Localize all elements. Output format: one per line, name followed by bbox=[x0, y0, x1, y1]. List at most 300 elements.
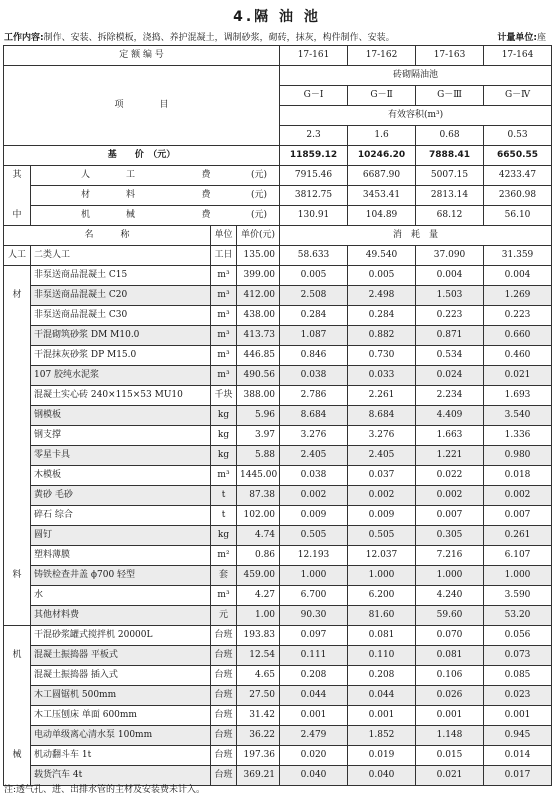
base-price: 6650.55 bbox=[484, 146, 552, 166]
type-label: G－Ⅱ bbox=[348, 86, 416, 106]
breakdown-value: 2813.14 bbox=[416, 186, 484, 206]
section-label: 材 bbox=[4, 286, 31, 306]
resource-consumption: 1.000 bbox=[416, 566, 484, 586]
breakdown-side-label: 其 bbox=[4, 166, 31, 186]
section-label bbox=[4, 406, 31, 426]
resource-consumption: 0.106 bbox=[416, 666, 484, 686]
breakdown-value: 3453.41 bbox=[348, 186, 416, 206]
resource-consumption: 0.001 bbox=[280, 706, 348, 726]
resource-consumption: 49.540 bbox=[348, 246, 416, 266]
resource-unit: 元 bbox=[211, 606, 237, 626]
breakdown-name: 材 料 bbox=[81, 190, 136, 200]
section-label bbox=[4, 386, 31, 406]
resource-consumption: 0.023 bbox=[484, 686, 552, 706]
breakdown-fee: 费 bbox=[201, 170, 211, 180]
base-price-label: 基 价 （元） bbox=[4, 146, 280, 166]
resource-consumption: 0.002 bbox=[348, 486, 416, 506]
resource-consumption: 0.044 bbox=[348, 686, 416, 706]
resource-consumption: 1.148 bbox=[416, 726, 484, 746]
resource-price: 388.00 bbox=[237, 386, 280, 406]
breakdown-value: 104.89 bbox=[348, 206, 416, 226]
resource-consumption: 6.200 bbox=[348, 586, 416, 606]
work-content-text: 制作、安装、拆除模板，浇捣、养护混凝土，调制砂浆，砌砖，抹灰，构件制作、安装。 bbox=[43, 33, 395, 43]
resource-consumption: 2.234 bbox=[416, 386, 484, 406]
resource-consumption: 1.663 bbox=[416, 426, 484, 446]
resource-row bbox=[4, 746, 552, 766]
resource-consumption: 31.359 bbox=[484, 246, 552, 266]
resource-consumption: 0.038 bbox=[280, 466, 348, 486]
section-label bbox=[4, 686, 31, 706]
resource-consumption: 0.015 bbox=[416, 746, 484, 766]
resource-consumption: 58.633 bbox=[280, 246, 348, 266]
quota-code: 17-164 bbox=[484, 46, 552, 66]
section-label bbox=[4, 606, 31, 626]
resource-price: 135.00 bbox=[237, 246, 280, 266]
resource-name: 其他材料费 bbox=[31, 606, 211, 626]
section-label bbox=[4, 306, 31, 326]
resource-consumption: 6.107 bbox=[484, 546, 552, 566]
resource-unit: 台班 bbox=[211, 686, 237, 706]
resource-name: 二类人工 bbox=[31, 246, 211, 266]
resource-name: 水 bbox=[31, 586, 211, 606]
resource-name: 混凝土振捣器 插入式 bbox=[31, 666, 211, 686]
base-price-row bbox=[4, 146, 552, 166]
resource-consumption: 0.040 bbox=[348, 766, 416, 786]
breakdown-value: 5007.15 bbox=[416, 166, 484, 186]
breakdown-unit: (元) bbox=[251, 170, 268, 180]
quota-table bbox=[3, 45, 552, 786]
resource-consumption: 81.60 bbox=[348, 606, 416, 626]
volume-value: 0.53 bbox=[484, 126, 552, 146]
resource-row bbox=[4, 386, 552, 406]
resource-consumption: 0.945 bbox=[484, 726, 552, 746]
resource-name: 混凝土振捣器 平板式 bbox=[31, 646, 211, 666]
item-label bbox=[4, 66, 280, 146]
resource-row bbox=[4, 566, 552, 586]
resource-unit: 千块 bbox=[211, 386, 237, 406]
resource-consumption: 0.022 bbox=[416, 466, 484, 486]
resource-consumption: 0.056 bbox=[484, 626, 552, 646]
resource-consumption: 2.405 bbox=[348, 446, 416, 466]
resource-consumption: 2.479 bbox=[280, 726, 348, 746]
resource-consumption: 0.004 bbox=[484, 266, 552, 286]
resource-unit: kg bbox=[211, 406, 237, 426]
resource-consumption: 1.000 bbox=[348, 566, 416, 586]
resource-unit: m³ bbox=[211, 266, 237, 286]
section-label: 械 bbox=[4, 746, 31, 766]
resource-consumption: 0.019 bbox=[348, 746, 416, 766]
resource-row bbox=[4, 726, 552, 746]
resource-row bbox=[4, 306, 552, 326]
column-header-row bbox=[4, 226, 552, 246]
resource-unit: m³ bbox=[211, 306, 237, 326]
section-label bbox=[4, 486, 31, 506]
breakdown-label bbox=[31, 186, 280, 206]
resource-consumption: 0.002 bbox=[280, 486, 348, 506]
resource-consumption: 0.018 bbox=[484, 466, 552, 486]
quota-code: 17-161 bbox=[280, 46, 348, 66]
breakdown-name: 机 械 bbox=[81, 210, 136, 220]
resource-consumption: 0.009 bbox=[348, 506, 416, 526]
resource-price: 446.85 bbox=[237, 346, 280, 366]
resource-consumption: 8.684 bbox=[348, 406, 416, 426]
col-price-header: 单价(元) bbox=[237, 226, 280, 246]
resource-unit: kg bbox=[211, 426, 237, 446]
section-label bbox=[4, 426, 31, 446]
breakdown-fee: 费 bbox=[201, 190, 211, 200]
resource-consumption: 1.852 bbox=[348, 726, 416, 746]
section-label bbox=[4, 666, 31, 686]
unit-value: 座 bbox=[536, 33, 546, 43]
resource-unit: m³ bbox=[211, 366, 237, 386]
resource-consumption: 0.038 bbox=[280, 366, 348, 386]
section-label bbox=[4, 266, 31, 286]
resource-name: 木工压刨床 单面 600mm bbox=[31, 706, 211, 726]
section-label bbox=[4, 726, 31, 746]
base-price: 10246.20 bbox=[348, 146, 416, 166]
breakdown-value: 3812.75 bbox=[280, 186, 348, 206]
resource-consumption: 0.980 bbox=[484, 446, 552, 466]
resource-row bbox=[4, 466, 552, 486]
quota-code: 17-162 bbox=[348, 46, 416, 66]
resource-consumption: 0.033 bbox=[348, 366, 416, 386]
resource-consumption: 0.001 bbox=[484, 706, 552, 726]
section-label bbox=[4, 346, 31, 366]
resource-row bbox=[4, 526, 552, 546]
resource-price: 399.00 bbox=[237, 266, 280, 286]
cost-breakdown-row bbox=[4, 166, 552, 186]
resource-consumption: 0.040 bbox=[280, 766, 348, 786]
footnote: 注:透气孔、进、出排水管的主材及安装费未计入。 bbox=[4, 785, 206, 795]
resource-consumption: 0.007 bbox=[416, 506, 484, 526]
resource-consumption: 0.505 bbox=[280, 526, 348, 546]
resource-consumption: 8.684 bbox=[280, 406, 348, 426]
resource-consumption: 1.336 bbox=[484, 426, 552, 446]
resource-consumption: 2.786 bbox=[280, 386, 348, 406]
resource-name: 木工圆锯机 500mm bbox=[31, 686, 211, 706]
resource-consumption: 12.037 bbox=[348, 546, 416, 566]
section-label bbox=[4, 466, 31, 486]
resource-unit: 台班 bbox=[211, 626, 237, 646]
resource-unit: 台班 bbox=[211, 706, 237, 726]
resource-unit: 台班 bbox=[211, 746, 237, 766]
resource-name: 非泵送商品混凝土 C15 bbox=[31, 266, 211, 286]
resource-price: 5.96 bbox=[237, 406, 280, 426]
base-price: 7888.41 bbox=[416, 146, 484, 166]
unit-label: 计量单位: bbox=[497, 33, 537, 43]
resource-price: 412.00 bbox=[237, 286, 280, 306]
col-name-header: 名 称 bbox=[4, 226, 211, 246]
resource-consumption: 0.871 bbox=[416, 326, 484, 346]
resource-consumption: 0.009 bbox=[280, 506, 348, 526]
breakdown-fee: 费 bbox=[201, 210, 211, 220]
resource-price: 4.27 bbox=[237, 586, 280, 606]
resource-row bbox=[4, 626, 552, 646]
resource-consumption: 0.730 bbox=[348, 346, 416, 366]
resource-consumption: 6.700 bbox=[280, 586, 348, 606]
resource-name: 混凝土实心砖 240×115×53 MU10 bbox=[31, 386, 211, 406]
resource-consumption: 59.60 bbox=[416, 606, 484, 626]
type-label: G－Ⅰ bbox=[280, 86, 348, 106]
unit-info bbox=[497, 30, 546, 43]
work-content-label: 工作内容: bbox=[4, 33, 44, 43]
resource-row bbox=[4, 266, 552, 286]
resource-consumption: 0.005 bbox=[280, 266, 348, 286]
volume-label: 有效容积(m³) bbox=[280, 106, 552, 126]
resource-price: 0.86 bbox=[237, 546, 280, 566]
resource-price: 5.88 bbox=[237, 446, 280, 466]
resource-consumption: 0.111 bbox=[280, 646, 348, 666]
resource-name: 黄砂 毛砂 bbox=[31, 486, 211, 506]
resource-row bbox=[4, 246, 552, 266]
resource-unit: t bbox=[211, 486, 237, 506]
resource-unit: 台班 bbox=[211, 646, 237, 666]
resource-consumption: 0.004 bbox=[416, 266, 484, 286]
section-label bbox=[4, 586, 31, 606]
resource-consumption: 0.021 bbox=[416, 766, 484, 786]
resource-consumption: 1.221 bbox=[416, 446, 484, 466]
section-label: 料 bbox=[4, 566, 31, 586]
resource-name: 木模板 bbox=[31, 466, 211, 486]
type-label: G－Ⅳ bbox=[484, 86, 552, 106]
breakdown-value: 7915.46 bbox=[280, 166, 348, 186]
section-label bbox=[4, 366, 31, 386]
work-content-line bbox=[4, 30, 550, 44]
resource-row bbox=[4, 366, 552, 386]
resource-consumption: 3.590 bbox=[484, 586, 552, 606]
resource-price: 3.97 bbox=[237, 426, 280, 446]
type-label: G－Ⅲ bbox=[416, 86, 484, 106]
resource-consumption: 12.193 bbox=[280, 546, 348, 566]
resource-consumption: 37.090 bbox=[416, 246, 484, 266]
resource-consumption: 0.505 bbox=[348, 526, 416, 546]
resource-consumption: 0.002 bbox=[416, 486, 484, 506]
breakdown-name: 人 工 bbox=[81, 170, 136, 180]
resource-name: 机动翻斗车 1t bbox=[31, 746, 211, 766]
breakdown-label bbox=[31, 166, 280, 186]
resource-consumption: 0.044 bbox=[280, 686, 348, 706]
section-label bbox=[4, 506, 31, 526]
resource-row bbox=[4, 446, 552, 466]
resource-consumption: 7.216 bbox=[416, 546, 484, 566]
resource-price: 102.00 bbox=[237, 506, 280, 526]
resource-consumption: 0.021 bbox=[484, 366, 552, 386]
resource-consumption: 0.020 bbox=[280, 746, 348, 766]
section-label bbox=[4, 626, 31, 646]
breakdown-unit: (元) bbox=[251, 190, 268, 200]
resource-consumption: 0.070 bbox=[416, 626, 484, 646]
breakdown-value: 130.91 bbox=[280, 206, 348, 226]
resource-consumption: 0.097 bbox=[280, 626, 348, 646]
resource-row bbox=[4, 666, 552, 686]
group-title-row bbox=[4, 66, 552, 86]
resource-unit: m³ bbox=[211, 586, 237, 606]
resource-unit: m³ bbox=[211, 326, 237, 346]
breakdown-label bbox=[31, 206, 280, 226]
section-label bbox=[4, 546, 31, 566]
resource-consumption: 1.269 bbox=[484, 286, 552, 306]
resource-consumption: 0.007 bbox=[484, 506, 552, 526]
section-label bbox=[4, 326, 31, 346]
resource-consumption: 0.017 bbox=[484, 766, 552, 786]
resource-consumption: 0.660 bbox=[484, 326, 552, 346]
resource-row bbox=[4, 426, 552, 446]
cost-breakdown-row bbox=[4, 186, 552, 206]
resource-consumption: 0.073 bbox=[484, 646, 552, 666]
resource-consumption: 0.305 bbox=[416, 526, 484, 546]
resource-consumption: 0.534 bbox=[416, 346, 484, 366]
resource-row bbox=[4, 546, 552, 566]
resource-name: 干混抹灰砂浆 DP M15.0 bbox=[31, 346, 211, 366]
resource-row bbox=[4, 686, 552, 706]
resource-consumption: 0.110 bbox=[348, 646, 416, 666]
cost-breakdown-row bbox=[4, 206, 552, 226]
resource-consumption: 0.460 bbox=[484, 346, 552, 366]
volume-value: 0.68 bbox=[416, 126, 484, 146]
quota-code-row bbox=[4, 46, 552, 66]
resource-unit: kg bbox=[211, 446, 237, 466]
resource-consumption: 0.026 bbox=[416, 686, 484, 706]
resource-unit: m² bbox=[211, 546, 237, 566]
resource-name: 圆钉 bbox=[31, 526, 211, 546]
section-label: 人工 bbox=[4, 246, 31, 266]
resource-unit: m³ bbox=[211, 346, 237, 366]
page-title: 4.隔 油 池 bbox=[233, 9, 321, 25]
resource-consumption: 0.261 bbox=[484, 526, 552, 546]
resource-consumption: 2.498 bbox=[348, 286, 416, 306]
resource-consumption: 2.405 bbox=[280, 446, 348, 466]
resource-row bbox=[4, 406, 552, 426]
resource-consumption: 90.30 bbox=[280, 606, 348, 626]
resource-unit: 套 bbox=[211, 566, 237, 586]
resource-consumption: 1.503 bbox=[416, 286, 484, 306]
resource-consumption: 1.693 bbox=[484, 386, 552, 406]
resource-consumption: 0.284 bbox=[348, 306, 416, 326]
resource-row bbox=[4, 506, 552, 526]
section-label bbox=[4, 706, 31, 726]
resource-price: 413.73 bbox=[237, 326, 280, 346]
resource-consumption: 0.846 bbox=[280, 346, 348, 366]
resource-consumption: 0.085 bbox=[484, 666, 552, 686]
resource-consumption: 3.276 bbox=[348, 426, 416, 446]
col-consumption-header: 消 耗 量 bbox=[280, 226, 552, 246]
breakdown-value: 2360.98 bbox=[484, 186, 552, 206]
resource-row bbox=[4, 486, 552, 506]
resource-unit: m³ bbox=[211, 466, 237, 486]
resource-consumption: 0.024 bbox=[416, 366, 484, 386]
resource-consumption: 0.223 bbox=[416, 306, 484, 326]
resource-price: 438.00 bbox=[237, 306, 280, 326]
item-label-text: 项 目 bbox=[114, 100, 169, 110]
resource-price: 27.50 bbox=[237, 686, 280, 706]
resource-consumption: 3.276 bbox=[280, 426, 348, 446]
resource-name: 塑料薄膜 bbox=[31, 546, 211, 566]
breakdown-value: 68.12 bbox=[416, 206, 484, 226]
resource-price: 197.36 bbox=[237, 746, 280, 766]
resource-name: 干混砂浆罐式搅拌机 20000L bbox=[31, 626, 211, 646]
resource-row bbox=[4, 586, 552, 606]
resource-name: 干混砌筑砂浆 DM M10.0 bbox=[31, 326, 211, 346]
section-label: 机 bbox=[4, 646, 31, 666]
resource-consumption: 0.208 bbox=[280, 666, 348, 686]
resource-consumption: 0.037 bbox=[348, 466, 416, 486]
resource-consumption: 2.508 bbox=[280, 286, 348, 306]
resource-unit: 台班 bbox=[211, 666, 237, 686]
volume-value: 1.6 bbox=[348, 126, 416, 146]
resource-name: 碎石 综合 bbox=[31, 506, 211, 526]
breakdown-side-label: 中 bbox=[4, 206, 31, 226]
section-label bbox=[4, 526, 31, 546]
volume-value: 2.3 bbox=[280, 126, 348, 146]
resource-price: 459.00 bbox=[237, 566, 280, 586]
resource-consumption: 0.223 bbox=[484, 306, 552, 326]
resource-name: 零星卡具 bbox=[31, 446, 211, 466]
section-label bbox=[4, 446, 31, 466]
resource-unit: 台班 bbox=[211, 766, 237, 786]
resource-name: 钢模板 bbox=[31, 406, 211, 426]
resource-row bbox=[4, 606, 552, 626]
resource-name: 铸铁检查井盖 ϕ700 轻型 bbox=[31, 566, 211, 586]
resource-unit: 台班 bbox=[211, 726, 237, 746]
resource-row bbox=[4, 646, 552, 666]
resource-price: 4.65 bbox=[237, 666, 280, 686]
resource-consumption: 53.20 bbox=[484, 606, 552, 626]
quota-no-label: 定 额 编 号 bbox=[4, 46, 280, 66]
resource-price: 87.38 bbox=[237, 486, 280, 506]
resource-consumption: 0.284 bbox=[280, 306, 348, 326]
resource-name: 钢支撑 bbox=[31, 426, 211, 446]
resource-consumption: 4.240 bbox=[416, 586, 484, 606]
resource-consumption: 0.001 bbox=[348, 706, 416, 726]
resource-unit: 工日 bbox=[211, 246, 237, 266]
resource-price: 490.56 bbox=[237, 366, 280, 386]
resource-row bbox=[4, 706, 552, 726]
resource-consumption: 0.208 bbox=[348, 666, 416, 686]
resource-name: 载货汽车 4t bbox=[31, 766, 211, 786]
base-price: 11859.12 bbox=[280, 146, 348, 166]
resource-consumption: 0.002 bbox=[484, 486, 552, 506]
resource-consumption: 2.261 bbox=[348, 386, 416, 406]
resource-price: 369.21 bbox=[237, 766, 280, 786]
resource-price: 12.54 bbox=[237, 646, 280, 666]
resource-row bbox=[4, 346, 552, 366]
resource-name: 非泵送商品混凝土 C30 bbox=[31, 306, 211, 326]
resource-consumption: 3.540 bbox=[484, 406, 552, 426]
col-unit-header: 单位 bbox=[211, 226, 237, 246]
resource-price: 1.00 bbox=[237, 606, 280, 626]
resource-consumption: 0.081 bbox=[416, 646, 484, 666]
breakdown-unit: (元) bbox=[251, 210, 268, 220]
resource-name: 107 胶纯水泥浆 bbox=[31, 366, 211, 386]
resource-unit: t bbox=[211, 506, 237, 526]
resource-name: 非泵送商品混凝土 C20 bbox=[31, 286, 211, 306]
breakdown-side-blank bbox=[4, 186, 31, 206]
resource-consumption: 1.000 bbox=[280, 566, 348, 586]
resource-consumption: 0.001 bbox=[416, 706, 484, 726]
resource-consumption: 4.409 bbox=[416, 406, 484, 426]
resource-price: 31.42 bbox=[237, 706, 280, 726]
breakdown-value: 6687.90 bbox=[348, 166, 416, 186]
resource-consumption: 1.000 bbox=[484, 566, 552, 586]
resource-unit: m³ bbox=[211, 286, 237, 306]
resource-price: 4.74 bbox=[237, 526, 280, 546]
resource-consumption: 0.882 bbox=[348, 326, 416, 346]
resource-consumption: 0.081 bbox=[348, 626, 416, 646]
resource-price: 36.22 bbox=[237, 726, 280, 746]
resource-row bbox=[4, 326, 552, 346]
quota-code: 17-163 bbox=[416, 46, 484, 66]
resource-row bbox=[4, 286, 552, 306]
